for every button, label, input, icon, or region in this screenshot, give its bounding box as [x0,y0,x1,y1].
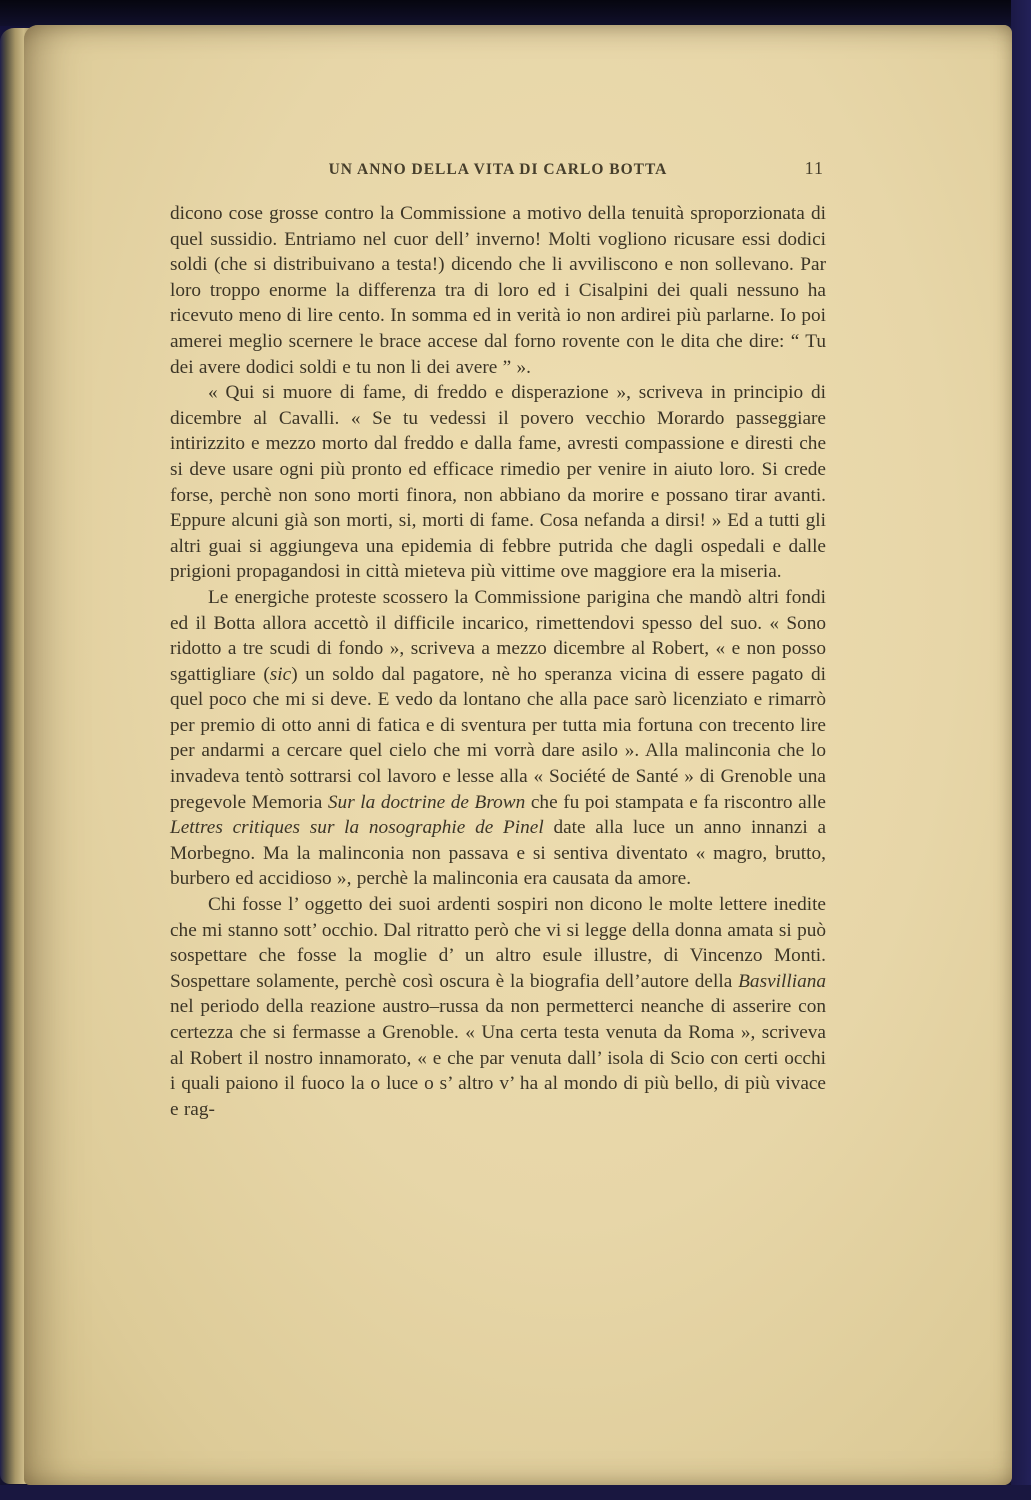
book-cover-bottom-edge [0,1485,1031,1500]
paragraph-text: nel periodo della reazione austro–russa da non permetterci neanche di asserire con certezza che si fermasse a Grenoble. « Una certa testa venuta da Roma », scriveva al Robert il nostro innamorato, « e che par venuta dall’ isola di Scio con certi occhi i quali paiono il fuoco la o luce o s’ altro v’ ha al mondo di più bello, di più vivace e rag- [170,996,826,1120]
paragraph-text: dicono cose grosse contro la Commissione a motivo della tenuità sproporzionata di quel sussidio. Entriamo nel cuor dell’ inverno! Molti vogliono ricusare essi dodici soldi (che si distribuivano a testa!) dicendo che li avviliscono e non sollevano. Par loro troppo enorme la differenza tra di loro ed i Cisalpini dei quali nessuno ha ricevuto meno di lire cento. In somma ed in verità io non ardirei più parlarne. Io poi amerei meglio scernere le brace accese dal forno rovente con le dita che dire: “ Tu dei avere dodici soldi e tu non li dei avere ” ». [170,203,826,378]
paragraph-1 [170,201,826,380]
paragraph-text: « Qui si muore di fame, di freddo e disperazione », scriveva in principio di dicembre al Cavalli. « Se tu vedessi il povero vecchio Morardo passeggiare intirizzito e mezzo morto dal freddo e dalla fame, avresti compassione e diresti che si deve usare ogni più pronto ed efficace rimedio per venire in aiuto loro. Si crede forse, perchè non sono morti finora, non abbiano da morire e possano tirar avanti. Eppure alcuni già son morti, si, morti di fame. Cosa nefanda a dirsi! » Ed a tutti gli altri guai si aggiungeva una epidemia di febbre putrida che dagli ospedali e dalle prigioni propagandosi in città mieteva più vittime ove maggiore era la miseria. [170,382,826,583]
book-page [24,25,1012,1485]
italic-book-title: Lettres critiques sur la nosographie de Pinel [170,817,544,839]
italic-text: sic [269,663,292,685]
paragraph-text: ) un soldo dal pagatore, nè ho speranza vicina di essere pagato di quel poco che mi si deve. E vedo da lontano che alla pace sarò licenziato e rimarrò per premio di otto anni di fatica e di sventura per tutta mia fortuna con trecento lire per andarmi a cercare quel cielo che mi vorrà dare asilo ». Alla malinconia che lo invadeva tentò sottrarsi col lavoro e lesse alla « Société de Santé » di Grenoble una pregevole Memoria [170,663,826,813]
paragraph-text: Chi fosse l’ oggetto dei suoi ardenti sospiri non dicono le molte lettere inedite che mi stanno sott’ occhio. Dal ritratto però che vi si legge della donna amata si può sospettare che fosse la moglie d’ un altro esule illustre, di Vincenzo Monti. Sospettare solamente, perchè così oscura è la biografia dell’autore della [170,894,826,992]
book-cover-right-edge [1011,0,1031,1500]
body-text [170,201,826,1122]
paragraph-text: Le energiche proteste scossero la Commissione parigina che mandò altri fondi ed il Botta allora accettò il difficile incarico, rimettendovi spesso del suo. « Sono ridotto a tre scudi di fondo », scriveva a mezzo dicembre al Robert, « e non posso sgattigliare ( [170,586,826,685]
page-number: 11 [804,158,824,178]
italic-book-title: Sur la doctrine de Brown [327,791,526,813]
running-head [170,158,826,191]
paragraph-text: che fu poi stampata e fa riscontro alle [525,791,826,813]
italic-book-title: Basvilliana [738,970,826,992]
page-content [170,158,827,1122]
paragraph-4 [170,892,826,1122]
book-cover-top-edge [0,0,1031,26]
paragraph-3 [170,585,826,892]
paragraph-2 [170,380,826,585]
running-title: UN ANNO DELLA VITA DI CARLO BOTTA [328,161,668,178]
paragraph-text: date alla luce un anno innanzi a Morbegno. Ma la malinconia non passava e si sentiva diventato « magro, brutto, burbero ed accidioso », perchè la malinconia era causata da amore. [170,817,827,890]
